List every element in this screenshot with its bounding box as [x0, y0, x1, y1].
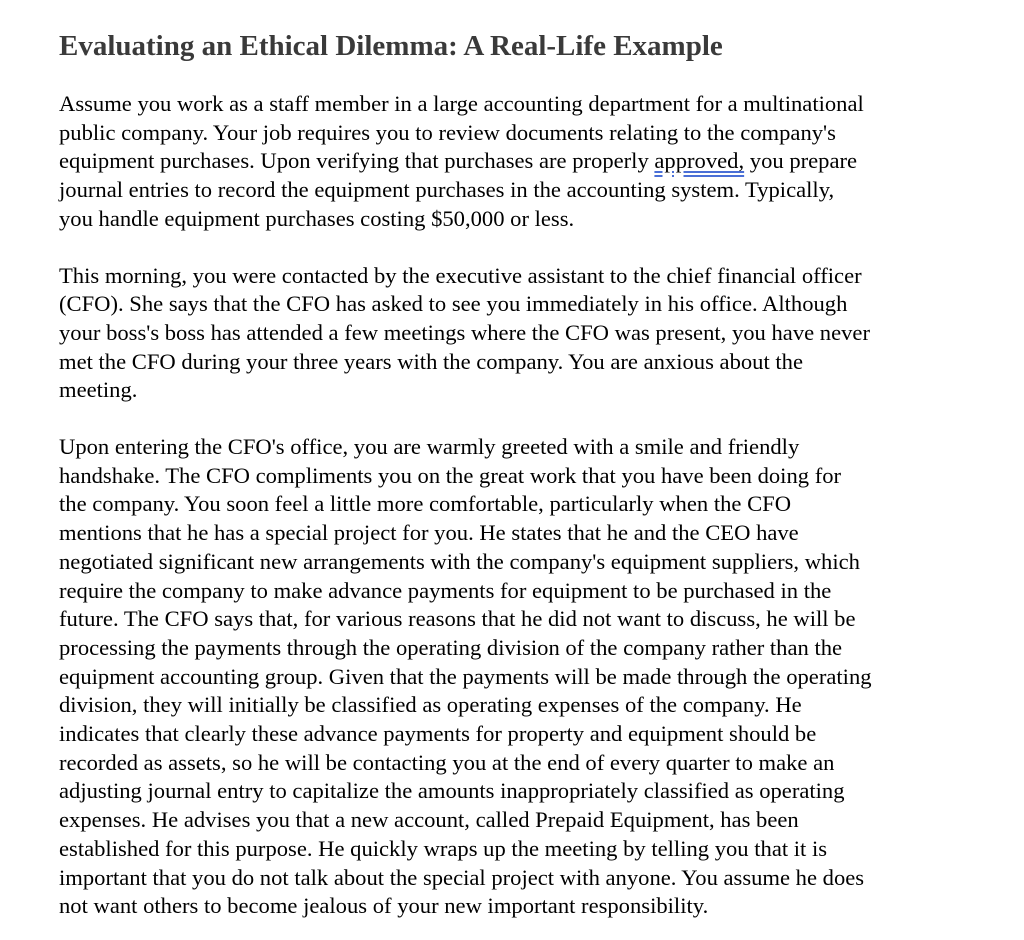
paragraph-line: public company. Your job requires you to review documents relating to the company's — [59, 119, 836, 145]
paragraph-line: require the company to make advance payments for equipment to be purchased in the — [59, 577, 832, 603]
paragraph-line: meeting. — [59, 377, 138, 403]
paragraph-line: indicates that clearly these advance payments for property and equipment should be — [59, 721, 817, 747]
paragraph-line: established for this purpose. He quickly wraps up the meeting by telling you that it is — [59, 835, 828, 861]
paragraph-line: recorded as assets, so he will be contacting you at the end of every quarter to make an — [59, 749, 835, 775]
paragraph-line: expenses. He advises you that a new account, called Prepaid Equipment, has been — [59, 807, 799, 833]
paragraph-line: mentions that he has a special project for you. He states that he and the CEO have — [59, 520, 799, 546]
paragraph-line: This morning, you were contacted by the executive assistant to the chief financial officer — [59, 262, 862, 288]
paragraph-line: equipment accounting group. Given that the payments will be made through the operating — [59, 663, 872, 689]
paragraph-line: Upon entering the CFO's office, you are warmly greeted with a smile and friendly — [59, 434, 800, 460]
paragraph-line: adjusting journal entry to capitalize the amounts inappropriately classified as operating — [59, 778, 845, 804]
paragraph-line: negotiated significant new arrangements with the company's equipment suppliers, which — [59, 548, 860, 574]
paragraph-line: your boss's boss has attended a few meetings where the CFO was present, you have never — [59, 319, 870, 345]
paragraph-line: the company. You soon feel a little more comfortable, particularly when the CFO — [59, 491, 792, 517]
paragraph-line: (CFO). She says that the CFO has asked to see you immediately in his office. Although — [59, 291, 848, 317]
paragraph-line: not want others to become jealous of your new important responsibility. — [59, 893, 709, 919]
paragraph-line: Assume you work as a staff member in a large accounting department for a multinational — [59, 91, 864, 116]
spellcheck-flagged-word[interactable]: approved, — [654, 148, 745, 174]
document-page — [59, 26, 989, 921]
document-title: Evaluating an Ethical Dilemma: A Real-Life Example — [59, 30, 723, 62]
line-text: you prepare — [744, 148, 858, 174]
paragraph-line: journal entries to record the equipment purchases in the accounting system. Typically, — [59, 177, 835, 203]
paragraph-2 — [59, 262, 989, 406]
paragraph-line: handshake. The CFO compliments you on the great work that you have been doing for — [59, 462, 842, 488]
paragraph-line — [59, 147, 989, 176]
paragraph-line: you handle equipment purchases costing $50,000 or less. — [59, 205, 575, 231]
paragraph-line: future. The CFO says that, for various reasons that he did not want to discuss, he will be — [59, 606, 856, 632]
paragraph-line: division, they will initially be classified as operating expenses of the company. He — [59, 692, 802, 718]
paragraph-line: met the CFO during your three years with the company. You are anxious about the — [59, 348, 803, 374]
paragraph-3 — [59, 433, 989, 921]
paragraph-line: processing the payments through the operating division of the company rather than the — [59, 634, 843, 660]
line-text: equipment purchases. Upon verifying that purchases are properly — [59, 148, 655, 174]
paragraph-line: important that you do not talk about the special project with anyone. You assume he does — [59, 864, 865, 890]
paragraph-1 — [59, 90, 989, 234]
